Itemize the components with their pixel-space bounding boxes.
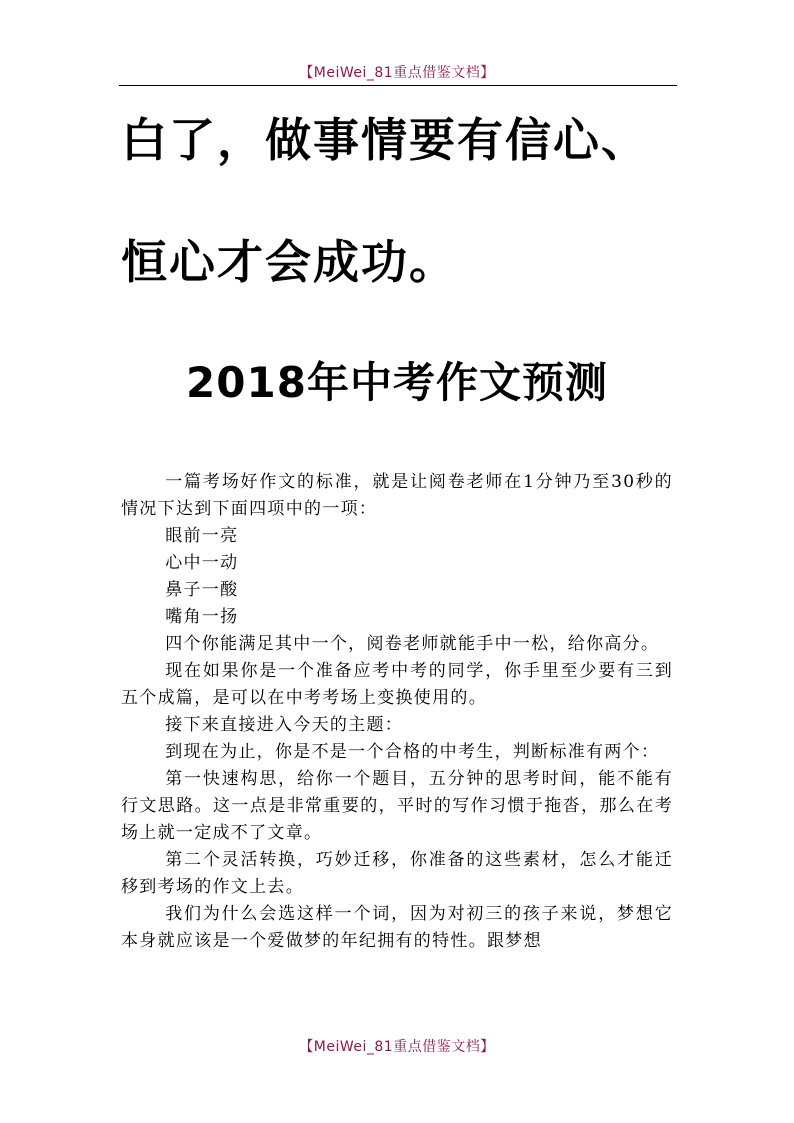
paragraph: 到现在为止，你是不是一个合格的中考生，判断标准有两个：	[165, 742, 660, 762]
paragraph: 现在如果你是一个准备应考中考的同学，你手里至少要有三到五个成篇，是可以在中考考场上变换使用的。	[121, 661, 673, 708]
paragraph: 第二个灵活转换，巧妙迁移，你准备的这些素材，怎么才能迁移到考场的作文上去。	[121, 850, 673, 897]
paragraph: 眼前一亮	[165, 526, 239, 546]
header-divider	[119, 85, 677, 86]
paragraph: 接下来直接进入今天的主题：	[165, 715, 404, 735]
paragraph: 心中一动	[165, 553, 239, 573]
page-header: 【MeiWei_81重点借鉴文档】	[299, 65, 495, 81]
paragraph: 鼻子一酸	[165, 580, 239, 600]
intro-line-2: 恒心才会成功。	[121, 235, 457, 289]
article-body	[121, 469, 673, 955]
paragraph: 四个你能满足其中一个，阅卷老师就能手中一松，给你高分。	[165, 634, 660, 654]
intro-line-1: 白了，做事情要有信心、	[121, 113, 649, 167]
paragraph: 第一快速构思，给你一个题目，五分钟的思考时间，能不能有行文思路。这一点是非常重要的，平时的写作习惯于拖沓，那么在考场上就一定成不了文章。	[121, 769, 673, 843]
paragraph: 我们为什么会选这样一个词，因为对初三的孩子来说，梦想它本身就应该是一个爱做梦的年纪拥有的特性。跟梦想	[121, 904, 673, 951]
page-footer: 【MeiWei_81重点借鉴文档】	[299, 1039, 495, 1055]
paragraph: 一篇考场好作文的标准，就是让阅卷老师在1分钟乃至30秒的情况下达到下面四项中的一项：	[121, 472, 673, 519]
article-title: 2018年中考作文预测	[186, 358, 608, 407]
paragraph: 嘴角一扬	[165, 607, 239, 627]
